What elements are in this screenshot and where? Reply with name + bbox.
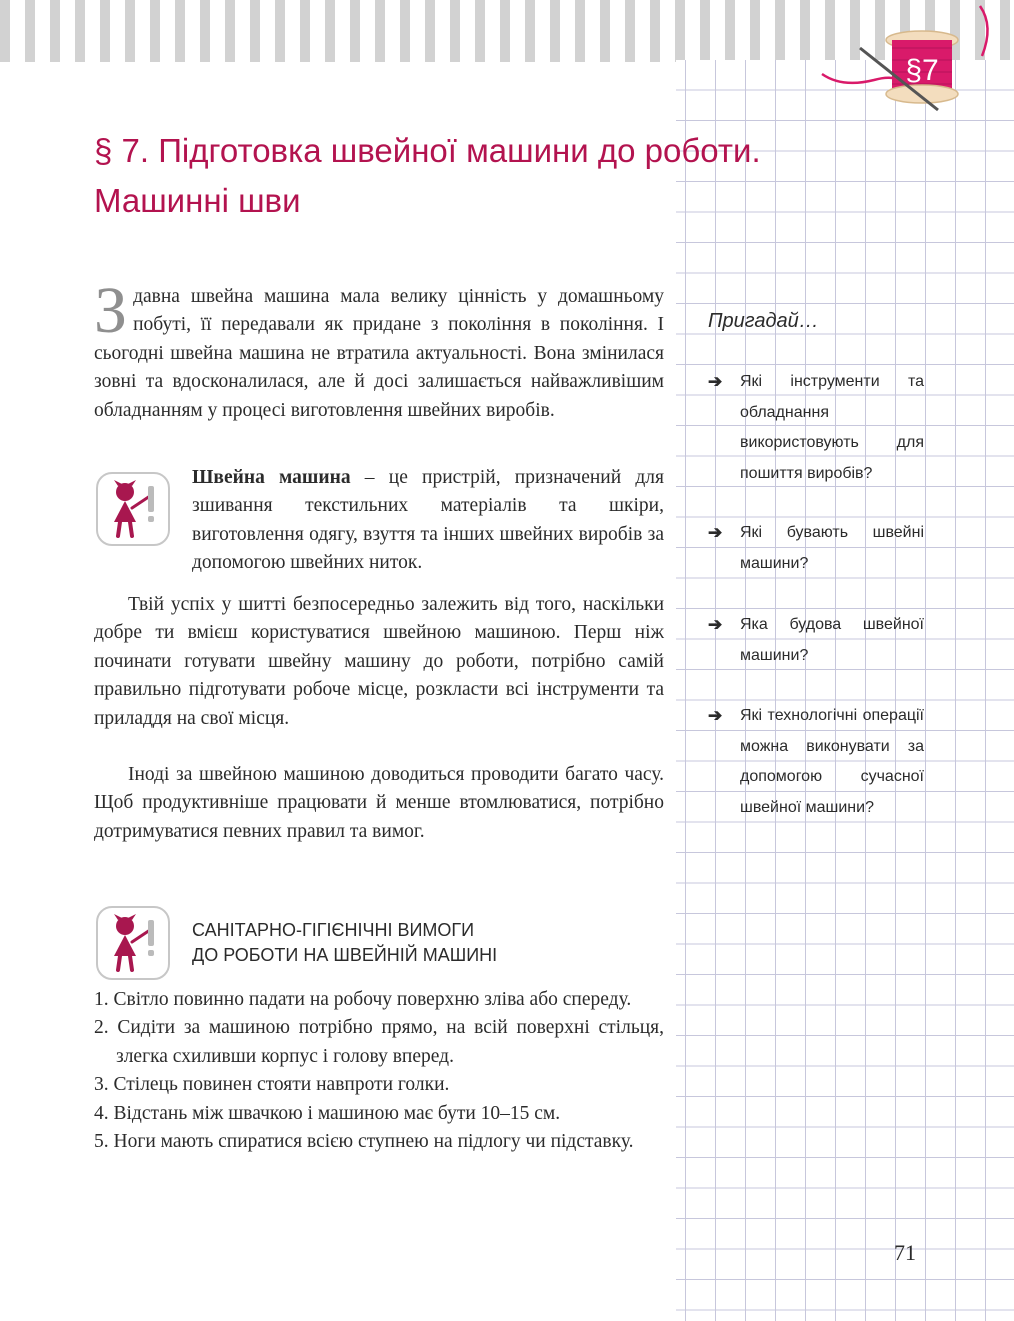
intro-paragraph [94, 274, 664, 425]
girl-pointer-icon [96, 906, 170, 980]
requirements-heading [192, 918, 662, 968]
sidebar-question-text: Які інструменти та обладнання використовують для пошиття виробів? [740, 373, 924, 482]
page-title [94, 126, 894, 226]
definition-paragraph [192, 464, 664, 578]
sidebar-title: Пригадай… [708, 310, 819, 332]
grid-margin-panel [676, 60, 1014, 1321]
sidebar-question-text: Які бувають швейні машини? [740, 524, 924, 572]
page-title-line1: § 7. Підготовка швейної машини до роботи. [94, 132, 761, 169]
sidebar-question [708, 701, 924, 823]
sidebar-question [708, 610, 924, 671]
sidebar-question [708, 367, 924, 489]
arrow-right-icon: ➔ [708, 706, 723, 725]
requirement-item: 5. Ноги мають спиратися всією ступнею на підлогу чи підставку. [94, 1131, 634, 1153]
requirements-heading-line2: ДО РОБОТИ НА ШВЕЙНІЙ МАШИНІ [192, 945, 498, 965]
definition-text: – це пристрій, призначений для зшивання текстильних матеріалів та шкіри, виготовлення одягу, взуття та інших швейних виробів за допомогою швейних ниток. [192, 467, 664, 574]
requirements-heading-line1: САНІТАРНО-ГІГІЄНІЧНІ ВИМОГИ [192, 920, 475, 940]
definition-term: Швейна машина [192, 467, 351, 488]
body-paragraph: Твій успіх у шитті безпосередньо залежить від того, наскільки добре ти вмієш користуватися швейною машиною. Перш ніж починати готувати швейну машину до роботи, потрібно самій правильно підготувати робоче місце, розкласти всі інструменти та приладдя на свої місця. [94, 594, 664, 729]
sidebar-question-text: Які технологічні операції можна виконувати за допомогою сучасної швейної машини? [740, 707, 924, 816]
arrow-right-icon: ➔ [708, 372, 723, 391]
chapter-badge: §7 [905, 54, 939, 87]
thread-spool-icon [812, 0, 1014, 116]
page-number: 71 [894, 1240, 916, 1265]
girl-pointer-icon [96, 472, 170, 546]
requirement-item: 4. Відстань між швачкою і машиною має бути 10–15 см. [94, 1102, 561, 1124]
sidebar-question-text: Яка будова швейної машини? [740, 616, 924, 664]
requirement-item: 2. Сидіти за машиною потрібно прямо, на всій поверхні стільця, злегка схиливши корпус і голову вперед. [94, 1017, 664, 1067]
drop-cap: З [94, 274, 128, 347]
requirement-item: 3. Стілець повинен стояти навпроти голки. [94, 1074, 450, 1096]
body-paragraph: Іноді за швейною машиною доводиться проводити багато часу. Щоб продуктивніше працювати й менше втомлюватися, потрібно дотримуватися певних правил та вимог. [94, 764, 664, 842]
arrow-right-icon: ➔ [708, 523, 723, 542]
intro-text: давна швейна машина мала велику цінність у домашньому побуті, її передавали як придане з покоління в покоління. І сьогодні швейна машина не втратила актуальності. Вона змінилася зовні та вдосконалилася, але й досі залишається найважливішим обладнанням у процесі виготовлення швейних виробів. [94, 286, 664, 421]
requirement-item: 1. Світло повинно падати на робочу поверхню зліва або спереду. [94, 989, 632, 1010]
requirements-list [94, 986, 664, 1156]
arrow-right-icon: ➔ [708, 615, 723, 634]
page-title-line2: Машинні шви [94, 182, 301, 219]
sidebar-question [708, 518, 924, 579]
